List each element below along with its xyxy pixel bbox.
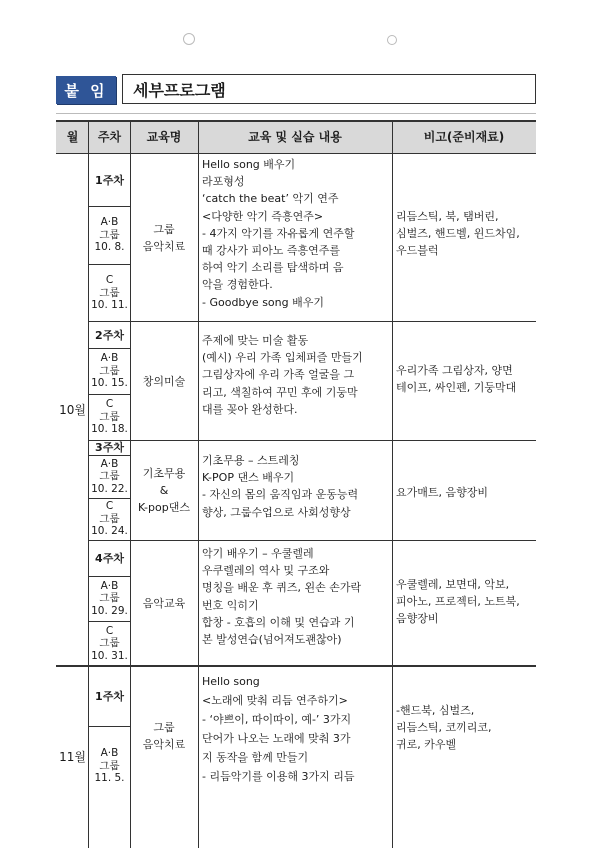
- week-group-ab: [89, 726, 130, 806]
- notes-cell: [392, 154, 536, 322]
- month-november: 11월: [59, 749, 86, 764]
- notes-cell: [392, 322, 536, 440]
- week-border: [89, 394, 130, 395]
- course-name-line: 기초무용: [142, 466, 186, 480]
- course-name: 음악교육: [142, 596, 186, 610]
- row-border: [56, 665, 536, 667]
- course-name: [130, 440, 198, 540]
- group-date: 10. 18.: [91, 423, 128, 436]
- content-line: <노래에 맞춰 리듬 연주하기>: [202, 694, 348, 707]
- group-word: 그룹: [99, 410, 120, 423]
- content-line: 지 동작을 함께 만들기: [202, 751, 309, 764]
- content-line: - 리듬악기를 이용해 3가지 리듬: [202, 770, 355, 783]
- week-border: [89, 498, 130, 499]
- group-date: 10. 15.: [91, 377, 128, 390]
- notes-line: 피아노, 프로젝터, 노트북,: [396, 595, 520, 609]
- notes-line: 리듬스틱, 코끼리코,: [396, 721, 492, 735]
- week-label: 1주차: [95, 173, 124, 187]
- course-name-line: &: [159, 483, 169, 497]
- week-label: 1주차: [95, 689, 124, 703]
- group-label: C: [105, 624, 114, 637]
- group-date: 10. 22.: [91, 482, 128, 495]
- course-name-line: 그룹: [153, 721, 175, 734]
- week-group-ab: [89, 348, 130, 394]
- content-line: 대를 꽂아 완성한다.: [202, 402, 298, 416]
- group-date: 10. 31.: [91, 649, 128, 662]
- content-line: 라포형성: [202, 175, 245, 189]
- week-border: [89, 348, 130, 349]
- content-line: (예시) 우리 가족 입체퍼즐 만들기: [202, 351, 363, 365]
- content-cell: [198, 322, 392, 440]
- notes-line: 우드블럭: [396, 244, 439, 258]
- group-word: 그룹: [99, 228, 120, 241]
- group-date: 11. 5.: [94, 772, 125, 785]
- group-word: 그룹: [99, 470, 120, 483]
- content-line: 하여 악기 소리를 탐색하며 음: [202, 261, 344, 275]
- content-line: 악기 배우기 – 우쿨렐레: [202, 547, 314, 560]
- header-week: 주차: [89, 121, 130, 154]
- content-line: ‘catch the beat’ 악기 연주: [202, 192, 339, 206]
- header-border-bottom: [56, 153, 536, 154]
- month-october: 10월: [59, 402, 86, 417]
- col-border: [198, 121, 199, 848]
- course-name-line: 그룹: [153, 223, 175, 236]
- content-line: - ‘야쁘이, 따이따이, 예-’ 3가지: [202, 713, 352, 726]
- week-border: [89, 264, 130, 265]
- week-group-c: [89, 498, 130, 540]
- content-line: 번호 익히기: [202, 598, 259, 612]
- content-line: 단어가 나오는 노래에 맞춰 3가: [202, 732, 351, 745]
- week-label: 3주차: [95, 441, 124, 454]
- row-border: [89, 540, 536, 541]
- week-group-c: [89, 621, 130, 666]
- notes-line: 귀로, 카우벨: [396, 738, 457, 752]
- content-cell: [198, 666, 392, 806]
- content-cell: [198, 540, 392, 666]
- group-date: 10. 8.: [94, 241, 125, 254]
- notes-cell: [392, 540, 536, 666]
- group-label: A·B: [100, 579, 119, 592]
- week-border: [89, 206, 130, 207]
- content-line: 본 발성연습(넘어져도괜찮아): [202, 633, 342, 647]
- col-border: [392, 121, 393, 848]
- header-content: 교육 및 실습 내용: [198, 121, 392, 154]
- content-line: - Goodbye song 배우기: [202, 295, 324, 309]
- notes-line: 리듬스틱, 북, 탬버린,: [396, 210, 499, 223]
- week-border: [89, 726, 130, 727]
- table-border-top: [56, 120, 536, 122]
- week-label: 4주차: [95, 551, 124, 565]
- notes-line: 음향장비: [396, 612, 439, 626]
- group-label: A·B: [100, 352, 119, 365]
- content-line: 향상, 그룹수업으로 사회성향상: [202, 505, 351, 519]
- content-line: - 자신의 몸의 움직임과 운동능력: [202, 488, 359, 502]
- group-date: 10. 24.: [91, 525, 128, 538]
- content-line: 기초무용 – 스트레칭: [202, 454, 300, 467]
- course-name: 창의미술: [142, 374, 186, 388]
- content-line: Hello song: [202, 675, 260, 688]
- week-group-ab: [89, 206, 130, 264]
- week-border: [89, 621, 130, 622]
- content-line: 리고, 색칠하여 꾸민 후에 기둥막: [202, 385, 358, 399]
- group-label: C: [105, 274, 114, 287]
- notes-cell: [392, 666, 536, 806]
- group-word: 그룹: [99, 512, 120, 525]
- notes-line: 테이프, 싸인펜, 기둥막대: [396, 381, 517, 395]
- course-name-line: 음악치료: [142, 240, 186, 253]
- course-name: [130, 154, 198, 322]
- header-course: 교육명: [130, 121, 198, 154]
- content-cell: [198, 440, 392, 540]
- course-name-line: K-pop댄스: [138, 500, 190, 514]
- divider: [56, 113, 536, 114]
- group-label: C: [105, 398, 114, 411]
- group-label: C: [105, 500, 114, 513]
- week-label: 2주차: [95, 328, 124, 342]
- group-date: 10. 29.: [91, 604, 128, 617]
- content-line: 합창 - 호흡의 이해 및 연습과 기: [202, 615, 355, 629]
- punch-hole-left: [183, 33, 195, 45]
- col-border: [130, 121, 131, 848]
- content-line: K-POP 댄스 배우기: [202, 471, 295, 485]
- notes-line: 요가매트, 음향장비: [396, 486, 489, 499]
- attachment-header: [56, 74, 538, 106]
- content-line: 그림상자에 우리 가족 얼굴을 그: [202, 368, 355, 382]
- row-border: [89, 321, 536, 322]
- content-cell: [198, 154, 392, 322]
- col-border: [88, 121, 89, 848]
- content-line: 악을 경험한다.: [202, 278, 273, 292]
- week-group-c: [89, 394, 130, 440]
- content-line: 때 강사가 피아노 즉흥연주를: [202, 244, 341, 258]
- week-group-ab: [89, 576, 130, 621]
- content-line: 우쿠렐레의 역사 및 구조와: [202, 564, 330, 578]
- week-border: [89, 576, 130, 577]
- notes-line: -핸드북, 심벌즈,: [396, 704, 475, 717]
- notes-line: 심벌즈, 핸드벨, 윈드차임,: [396, 227, 520, 241]
- content-line: 주제에 맞는 미술 활동: [202, 334, 309, 347]
- group-label: A·B: [100, 216, 119, 229]
- group-label: A·B: [100, 747, 119, 760]
- page-title: 세부프로그램: [122, 74, 536, 104]
- content-line: <다양한 악기 즉흥연주>: [202, 209, 324, 223]
- week-group-c: [89, 264, 130, 322]
- content-line: - 4가지 악기를 자유롭게 연주할: [202, 226, 355, 240]
- group-word: 그룹: [99, 592, 120, 605]
- group-word: 그룹: [99, 364, 120, 377]
- group-word: 그룹: [99, 637, 120, 650]
- week-group-ab: [89, 455, 130, 498]
- course-name-line: 음악치료: [142, 738, 186, 751]
- week-border: [89, 455, 130, 456]
- row-border: [89, 440, 536, 441]
- content-line: 명칭을 배운 후 퀴즈, 왼손 손가락: [202, 581, 362, 595]
- notes-cell: [392, 440, 536, 540]
- notes-line: 우쿨렐레, 보면대, 악보,: [396, 578, 510, 591]
- header-notes: 비고(준비재료): [392, 121, 536, 154]
- group-word: 그룹: [99, 286, 120, 299]
- punch-hole-right: [387, 35, 397, 45]
- group-label: A·B: [100, 457, 119, 470]
- attachment-tag: 붙 임: [56, 76, 116, 104]
- header-month: 월: [56, 121, 89, 154]
- course-name: [130, 666, 198, 806]
- notes-line: 우리가족 그림상자, 양면: [396, 364, 513, 377]
- content-line: Hello song 배우기: [202, 158, 296, 171]
- group-date: 10. 11.: [91, 299, 128, 312]
- group-word: 그룹: [99, 759, 120, 772]
